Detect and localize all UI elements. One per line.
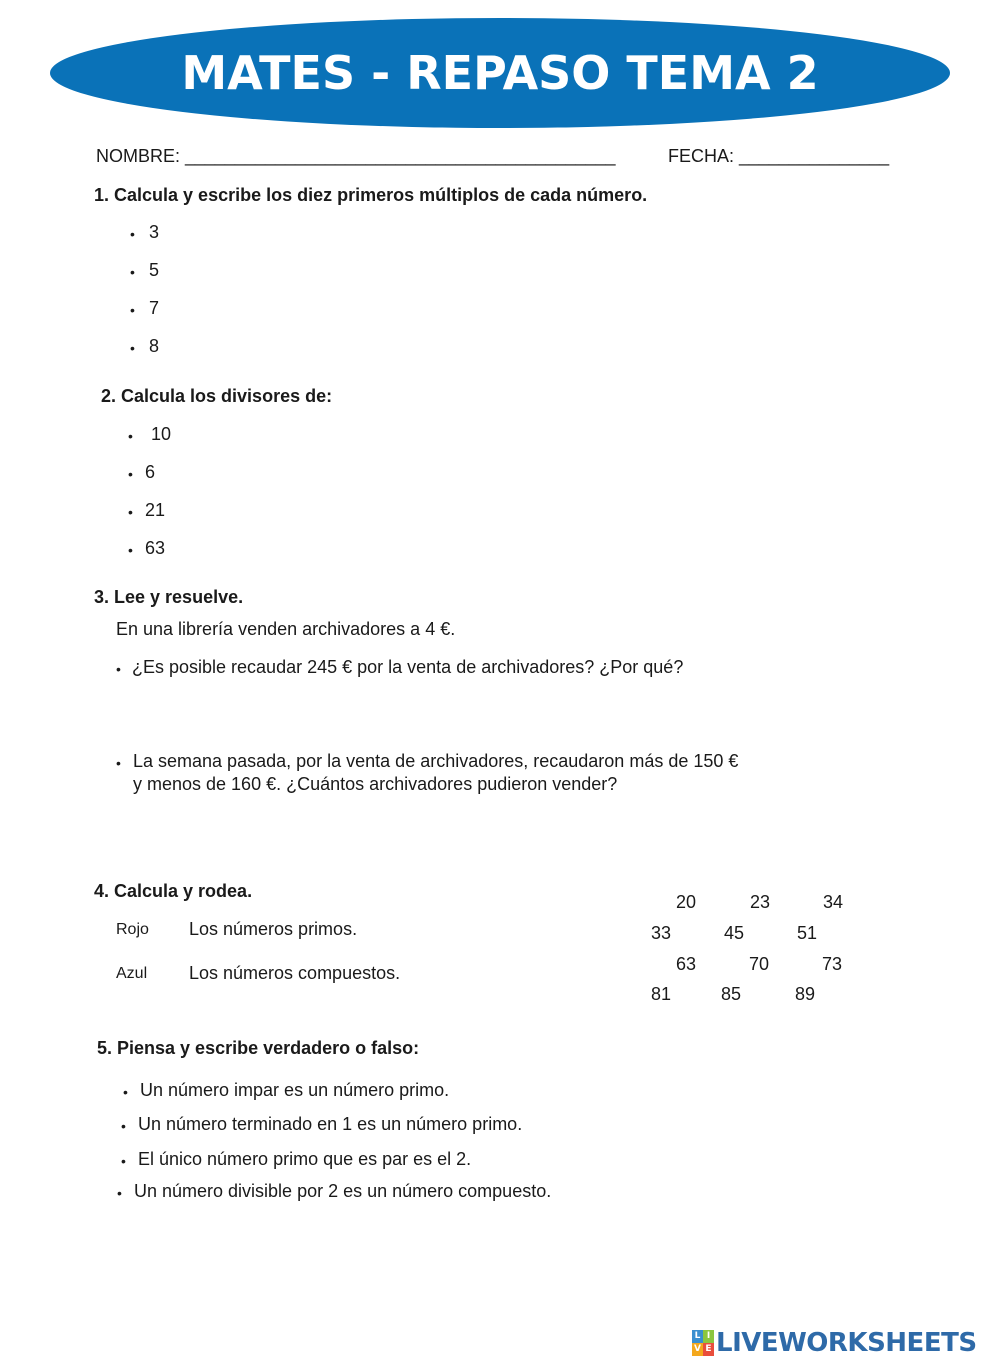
circle-number[interactable]: 20 [676,892,697,912]
q4-color-label: Azul [116,965,148,982]
q3-question-1: ¿Es posible recaudar 245 € por la venta de archivadores? ¿Por qué? [132,657,684,677]
q4-color-label: Rojo [116,921,149,938]
q5-statement: Un número impar es un número primo. [140,1080,450,1100]
q3-heading: 3. Lee y resuelve. [94,587,244,607]
q5-statement: El único número primo que es par es el 2. [138,1149,472,1169]
logo-letter: L [692,1330,703,1343]
bullet-glyph: • [121,1118,126,1134]
q2-heading: 2. Calcula los divisores de: [101,386,333,406]
logo-letter: E [703,1343,714,1356]
q2-item: 6 [145,462,156,482]
q3-question-2-line2: y menos de 160 €. ¿Cuántos archivadores pudieron vender? [133,774,618,794]
q3-intro: En una librería venden archivadores a 4 €. [116,619,456,639]
q3-question-2-line1: La semana pasada, por la venta de archivadores, recaudaron más de 150 € [133,751,739,771]
bullet-glyph: • [117,1185,122,1201]
bullet-glyph: • [128,542,133,558]
q2-item: 10 [151,424,172,444]
circle-number[interactable]: 63 [676,954,697,974]
circle-number[interactable]: 45 [724,923,745,943]
q5-statement: Un número divisible por 2 es un número compuesto. [134,1181,552,1201]
circle-number[interactable]: 89 [795,984,816,1004]
logo-letter: I [703,1330,714,1343]
bullet-glyph: • [123,1084,128,1100]
circle-number[interactable]: 85 [721,984,742,1004]
logo-icon [692,1330,714,1356]
bullet-glyph: • [130,340,135,356]
q4-instruction: Los números compuestos. [189,963,401,983]
date-field-label: FECHA: _______________ [668,146,890,166]
logo-letter: V [692,1343,703,1356]
q1-item: 5 [149,260,160,280]
bullet-glyph: • [130,302,135,318]
q2-item: 63 [145,538,166,558]
circle-number[interactable]: 70 [749,954,770,974]
bullet-glyph: • [130,264,135,280]
q1-heading: 1. Calcula y escribe los diez primeros múltiplos de cada número. [94,185,648,205]
circle-number[interactable]: 34 [823,892,844,912]
q2-item: 21 [145,500,166,520]
page-title: MATES - REPASO TEMA 2 [181,46,819,100]
circle-number[interactable]: 73 [822,954,843,974]
bullet-glyph: • [128,428,133,444]
q4-instruction: Los números primos. [189,919,358,939]
name-field-label: NOMBRE: ___________________________________________ [96,146,616,166]
bullet-glyph: • [128,466,133,482]
q4-heading: 4. Calcula y rodea. [94,881,253,901]
bullet-glyph: • [128,504,133,520]
circle-number[interactable]: 33 [651,923,672,943]
bullet-glyph: • [121,1153,126,1169]
q1-item: 3 [149,222,160,242]
circle-number[interactable]: 23 [750,892,771,912]
q1-item: 7 [149,298,160,318]
bullet-glyph: • [116,661,121,677]
circle-number[interactable]: 51 [797,923,818,943]
circle-number[interactable]: 81 [651,984,672,1004]
q1-item: 8 [149,336,160,356]
bullet-glyph: • [116,755,121,771]
bullet-glyph: • [130,226,135,242]
brand-name: LIVEWORKSHEETS [716,1328,977,1358]
q5-heading: 5. Piensa y escribe verdadero o falso: [97,1038,420,1058]
q5-statement: Un número terminado en 1 es un número primo. [138,1114,523,1134]
